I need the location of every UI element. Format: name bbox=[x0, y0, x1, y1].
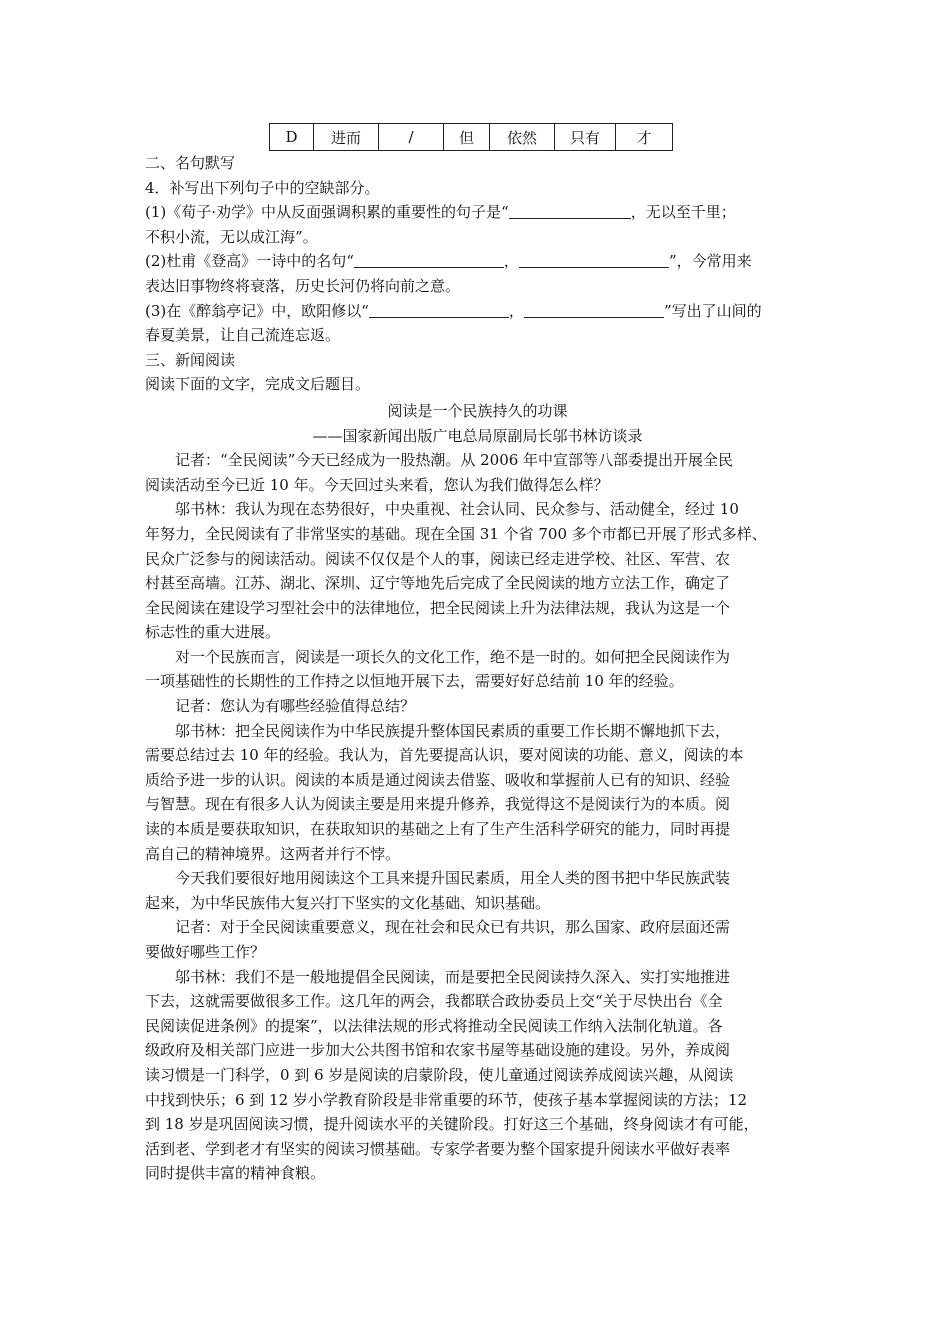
article-line: 下去，这就需要做很多工作。这几年的两会，我都联合政协委员上交“关于尽快出台《全 bbox=[145, 992, 723, 1011]
article-line: 记者：“全民阅读”今天已经成为一股热潮。从 2006 年中宣部等八部委提出开展全民 bbox=[175, 451, 734, 470]
article-line: 一项基础性的长期性的工作持之以恒地开展下去，需要好好总结前 10 年的经验。 bbox=[145, 672, 684, 691]
question-text-line: 不积小流，无以成江海”。 bbox=[145, 227, 318, 246]
question-text: (2)杜甫《登高》一诗中的名句“ bbox=[145, 252, 354, 271]
article-line: 要做好哪些工作？ bbox=[145, 943, 266, 961]
article-line: 记者：对于全民阅读重要意义，现在社会和民众已有共识，那么国家、政府层面还需 bbox=[175, 918, 731, 937]
article-line: 民众广泛参与的阅读活动。阅读不仅仅是个人的事，阅读已经走进学校、社区、军营、农 bbox=[145, 549, 731, 568]
question-text: ”，今常用来 bbox=[668, 252, 752, 271]
article-line: 邬书林：我们不是一般地提倡全民阅读，而是要把全民阅读持久深入、实打实地推进 bbox=[175, 967, 731, 986]
question-text-line: 春夏美景，让自己流连忘返。 bbox=[145, 326, 341, 345]
article-line: 村甚至高墙。江苏、湖北、深圳、辽宁等地先后完成了全民阅读的地方立法工作，确定了 bbox=[145, 574, 731, 593]
answer-blank[interactable] bbox=[369, 301, 509, 318]
question-text-line: 表达旧事物终将衰落，历史长河仍将向前之意。 bbox=[145, 276, 461, 295]
article-line: 到 18 岁是巩固阅读习惯，提升阅读水平的关键阶段。打好这三个基础，终身阅读才有可能， bbox=[145, 1115, 759, 1134]
section-heading: 二、名句默写 bbox=[145, 154, 236, 172]
option-cell: 依然 bbox=[490, 124, 555, 151]
article-line: 读的本质是要获取知识，在获取知识的基础之上有了生产生活科学研究的能力，同时再提 bbox=[145, 820, 731, 839]
article-line: 同时提供丰富的精神食粮。 bbox=[145, 1164, 326, 1183]
option-cell: D bbox=[270, 124, 314, 151]
article-line: 标志性的重大进展。 bbox=[145, 623, 281, 642]
question-text: (3)在《醉翁亭记》中，欧阳修以“ bbox=[145, 301, 369, 320]
question-4-1 bbox=[145, 200, 810, 225]
answer-blank[interactable] bbox=[354, 251, 504, 268]
article-line: 年努力，全民阅读有了非常坚实的基础。现在全国 31 个省 700 多个市都已开展了形式多样、 bbox=[145, 524, 767, 543]
article-line: 中找到快乐；6 到 12 岁小学教育阶段是非常重要的环节，使孩子基本掌握阅读的方法；12 bbox=[145, 1090, 748, 1109]
option-cell: / bbox=[379, 124, 444, 151]
article-line: 民阅读促进条例》的提案”，以法律法规的形式将推动全民阅读工作纳入法制化轨道。各 bbox=[145, 1016, 723, 1035]
article-line: 质给予进一步的认识。阅读的本质是通过阅读去借鉴、吸收和掌握前人已有的知识、经验 bbox=[145, 770, 731, 789]
options-row bbox=[270, 124, 673, 151]
article-line: 对一个民族而言，阅读是一项长久的文化工作，绝不是一时的。如何把全民阅读作为 bbox=[175, 647, 731, 666]
article-line: 邬书林：我认为现在态势很好，中央重视、社会认同、民众参与、活动健全，经过 10 bbox=[175, 500, 739, 519]
section-heading: 三、新闻阅读 bbox=[145, 350, 236, 369]
article-line: 级政府及相关部门应进一步加大公共图书馆和农家书屋等基础设施的建设。另外，养成阅 bbox=[145, 1041, 731, 1060]
question-text: ”写出了山间的 bbox=[663, 301, 762, 320]
question-text: ， bbox=[508, 301, 524, 320]
article-subtitle: ——国家新闻出版广电总局原副局长邬书林访谈录 bbox=[312, 426, 643, 445]
option-cell: 只有 bbox=[555, 124, 616, 151]
article-line: 邬书林：把全民阅读作为中华民族提升整体国民素质的重要工作长期不懈地抓下去， bbox=[175, 721, 731, 740]
article-body bbox=[145, 448, 810, 1186]
article-line: 高自己的精神境界。这两者并行不悖。 bbox=[145, 844, 401, 863]
question-text: (1)《荀子·劝学》中从反面强调积累的重要性的句子是“ bbox=[145, 203, 509, 222]
answer-blank[interactable] bbox=[509, 202, 631, 219]
article-line: 活到老、学到老才有坚实的阅读习惯基础。专家学者要为整个国家提升阅读水平做好表率 bbox=[145, 1139, 731, 1158]
reading-intro: 阅读下面的文字，完成文后题目。 bbox=[145, 375, 371, 394]
article-line: 记者：您认为有哪些经验值得总结？ bbox=[175, 697, 416, 716]
article-title: 阅读是一个民族持久的功课 bbox=[387, 401, 568, 420]
option-cell: 才 bbox=[616, 124, 673, 151]
article-line: 与智慧。现在有很多人认为阅读主要是用来提升修养，我觉得这不是阅读行为的本质。阅 bbox=[145, 795, 731, 814]
question-text: ， bbox=[503, 252, 519, 271]
question-text: ，无以至千里； bbox=[630, 203, 736, 222]
question-4-2 bbox=[145, 249, 810, 274]
article-line: 起来，为中华民族伟大复兴打下坚实的文化基础、知识基础。 bbox=[145, 893, 551, 912]
answer-blank[interactable] bbox=[524, 301, 664, 318]
article-line: 全民阅读在建设学习型社会中的法律地位，把全民阅读上升为法律法规，我认为这是一个 bbox=[145, 598, 731, 617]
question-4-3 bbox=[145, 299, 810, 324]
article-line: 阅读活动至今已近 10 年。今天回过头来看，您认为我们做得怎么样？ bbox=[145, 475, 609, 494]
options-table bbox=[269, 123, 673, 151]
article-line: 读习惯是一门科学，0 到 6 岁是阅读的启蒙阶段，使儿童通过阅读养成阅读兴趣，从阅读 bbox=[145, 1065, 734, 1084]
answer-blank[interactable] bbox=[519, 251, 669, 268]
question-intro: 4．补写出下列句子中的空缺部分。 bbox=[145, 178, 380, 197]
option-cell: 进而 bbox=[314, 124, 379, 151]
article-line: 需要总结过去 10 年的经验。我认为，首先要提高认识，要对阅读的功能、意义，阅读的本 bbox=[145, 746, 744, 765]
document-page bbox=[145, 123, 810, 1186]
option-cell: 但 bbox=[444, 124, 490, 151]
article-line: 今天我们要很好地用阅读这个工具来提升国民素质，用全人类的图书把中华民族武装 bbox=[175, 869, 731, 888]
